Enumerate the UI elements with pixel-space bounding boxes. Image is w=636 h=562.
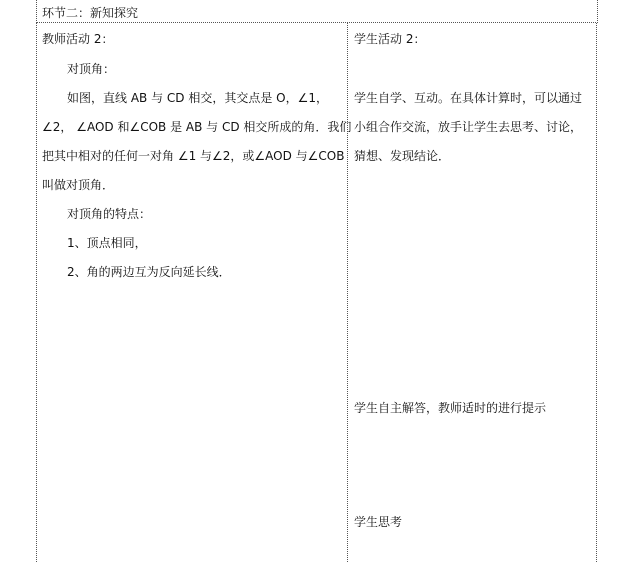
student-activity-cell xyxy=(347,23,597,562)
student-answer-note: 学生自主解答，教师适时的进行提示 xyxy=(354,401,547,415)
student-activity-line-2: 小组合作交流，放手让学生去思考、讨论， xyxy=(354,120,583,134)
section-title: 环节二：新知探究 xyxy=(42,6,139,20)
teacher-activity-heading: 教师活动 2： xyxy=(42,32,114,46)
definition-line-4: 叫做对顶角． xyxy=(42,178,115,192)
feature-item: 1、顶点相同， xyxy=(67,236,147,250)
definition-line-2: ∠2， ∠AOD 和∠COB 是 AB 与 CD 相交所成的角．我们 xyxy=(42,120,352,134)
definition-line-1: 如图，直线 AB 与 CD 相交，其交点是 O，∠1， xyxy=(67,91,328,105)
teacher-activity-cell xyxy=(36,23,352,562)
student-activity-line-1: 学生自学、互动。在具体计算时，可以通过 xyxy=(354,91,583,105)
student-think-note: 学生思考 xyxy=(354,515,403,529)
topic-title: 对顶角： xyxy=(67,62,116,76)
student-activity-heading: 学生活动 2： xyxy=(354,32,426,46)
student-activity-line-3: 猜想、发现结论． xyxy=(354,149,451,163)
lesson-plan-table xyxy=(36,0,598,562)
definition-line-3: 把其中相对的任何一对角 ∠1 与∠2，或∠AOD 与∠COB xyxy=(42,149,345,163)
section-header-cell xyxy=(36,0,598,23)
feature-item: 2、角的两边互为反向延长线． xyxy=(67,265,231,279)
features-title: 对顶角的特点： xyxy=(67,207,152,221)
